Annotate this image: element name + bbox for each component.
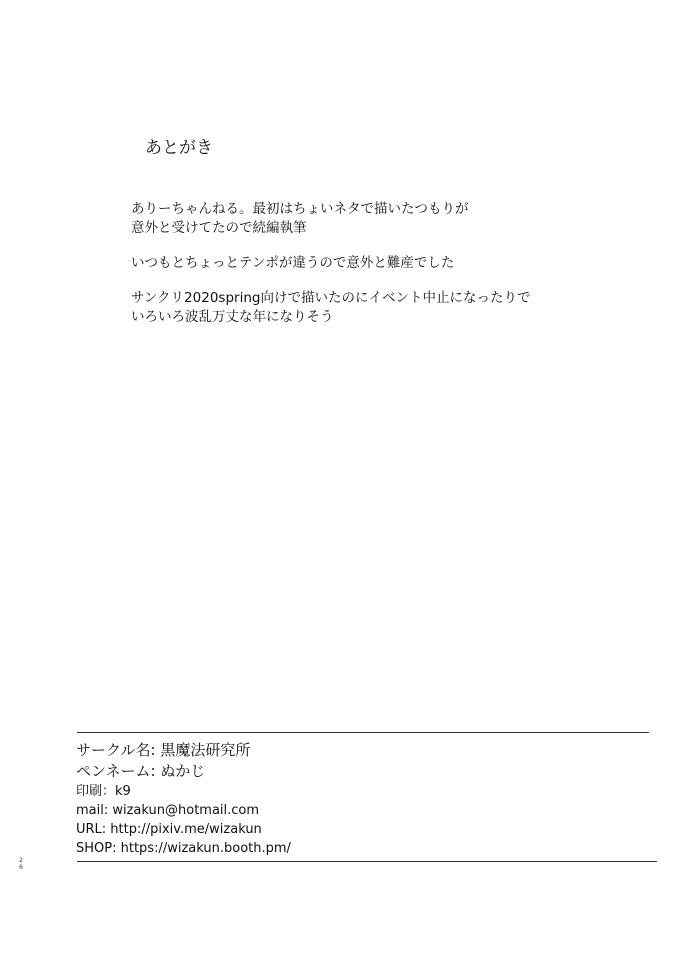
- page-number-digit: 2: [19, 857, 23, 864]
- paragraph-line: いつもとちょっとテンポが違うので意外と難産でした: [131, 255, 455, 271]
- paragraph-line: いろいろ波乱万丈な年になりそう: [131, 309, 334, 325]
- page-number: [18, 857, 24, 871]
- afterword-paragraph-1: [131, 200, 469, 238]
- colophon: [76, 740, 291, 858]
- mail-address: mail: wizakun@hotmail.com: [76, 803, 260, 818]
- printer: 印刷：k9: [76, 784, 131, 799]
- shop-link: SHOP: https://wizakun.booth.pm/: [76, 841, 291, 856]
- pen-name: ペンネーム: ぬかじ: [76, 762, 206, 780]
- separator-top: [77, 732, 649, 733]
- afterword-title: あとがき: [145, 138, 213, 158]
- paragraph-line: ありーちゃんねる。最初はちょいネタで描いたつもりが: [131, 201, 469, 217]
- page-number-digit: 6: [19, 864, 23, 871]
- paragraph-line: 意外と受けてたので続編執筆: [131, 220, 307, 236]
- circle-name: サークル名: 黒魔法研究所: [76, 741, 251, 759]
- afterword-paragraph-3: [131, 289, 530, 327]
- separator-bottom: [77, 861, 657, 862]
- url-link: URL: http://pixiv.me/wizakun: [76, 822, 262, 837]
- paragraph-line: サンクリ2020spring向けで描いたのにイベント中止になったりで: [131, 290, 531, 306]
- afterword-paragraph-2: [131, 254, 454, 273]
